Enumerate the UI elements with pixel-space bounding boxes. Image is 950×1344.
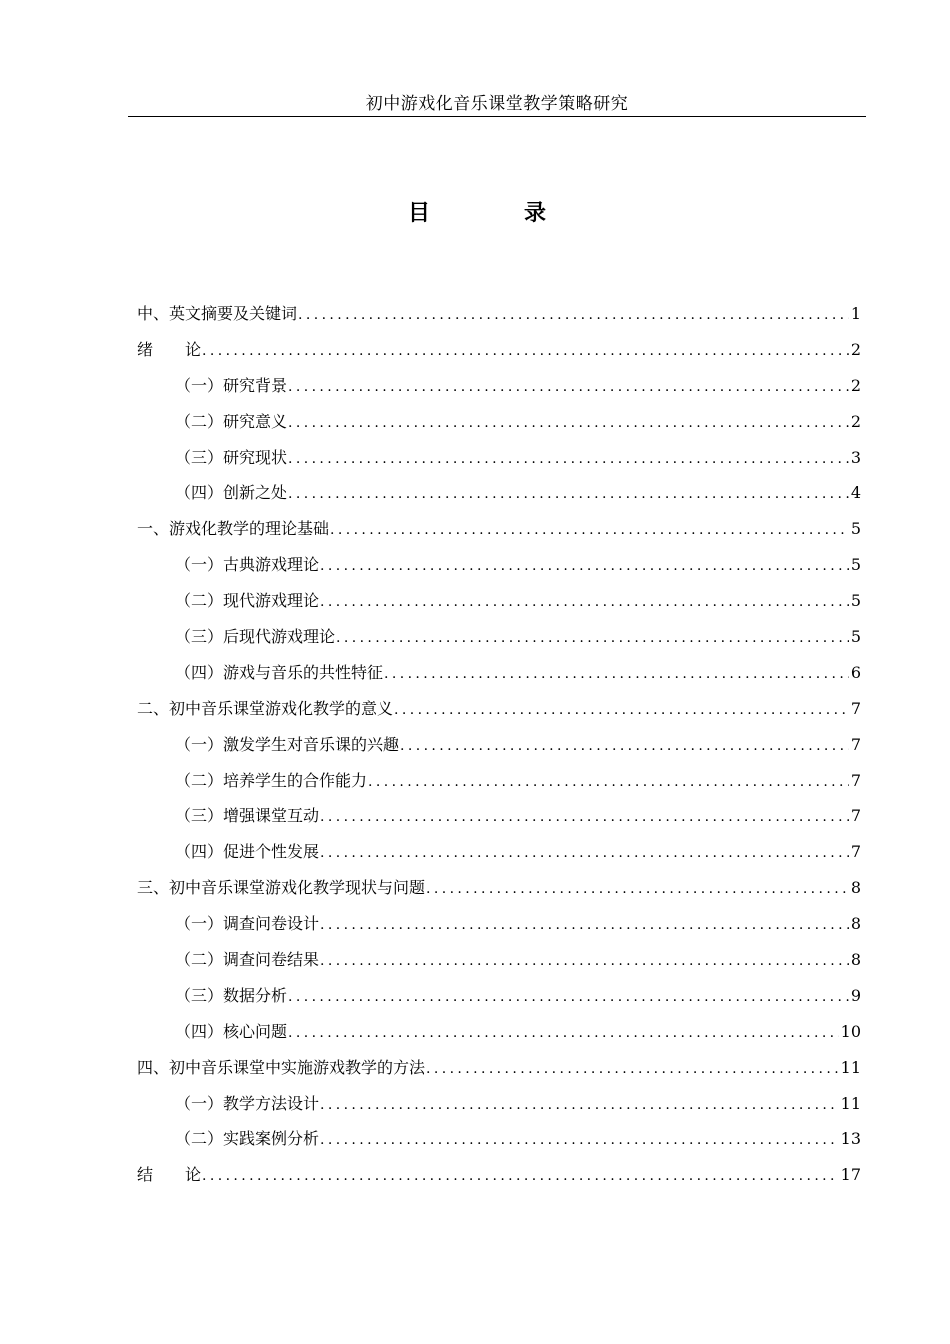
toc-page-number: 8 <box>850 950 861 970</box>
toc-entry-label: （一）研究背景 <box>175 375 288 395</box>
toc-entry[interactable] <box>137 834 861 870</box>
toc-entry-label: 绪 论 <box>137 339 202 359</box>
toc-dot-leader <box>319 800 849 836</box>
toc-entry[interactable] <box>137 906 861 942</box>
toc-page-number: 13 <box>840 1129 861 1149</box>
toc-entry-label: （三）增强课堂互动 <box>175 806 320 826</box>
toc-entry-label: （三）后现代游戏理论 <box>175 627 336 647</box>
toc-entry[interactable] <box>137 619 861 655</box>
toc-page-number: 5 <box>850 519 861 539</box>
toc-dot-leader <box>287 1016 839 1052</box>
toc-entry-label: （四）创新之处 <box>175 483 288 503</box>
toc-page-number: 8 <box>850 878 861 898</box>
toc-dot-leader <box>425 872 849 908</box>
toc-page-number: 7 <box>850 842 861 862</box>
toc-page-number: 7 <box>850 698 861 718</box>
toc-dot-leader <box>287 406 849 442</box>
toc-entry[interactable] <box>137 547 861 583</box>
toc-entry[interactable] <box>137 583 861 619</box>
toc-page-number: 5 <box>850 591 861 611</box>
toc-dot-leader <box>329 513 849 549</box>
toc-page-number: 9 <box>850 985 861 1005</box>
toc-dot-leader <box>383 657 849 693</box>
toc-entry-label: （三）数据分析 <box>175 985 288 1005</box>
toc-entry[interactable] <box>137 475 861 511</box>
toc-page-number: 3 <box>850 447 861 467</box>
toc-page-number: 2 <box>850 375 861 395</box>
toc-entry[interactable] <box>137 691 861 727</box>
toc-entry-label: 结 论 <box>137 1165 202 1185</box>
toc-dot-leader <box>287 980 849 1016</box>
toc-entry[interactable] <box>137 727 861 763</box>
toc-dot-leader <box>335 621 849 657</box>
toc-entry[interactable] <box>137 798 861 834</box>
toc-page-number: 7 <box>850 734 861 754</box>
toc-entry-label: （四）核心问题 <box>175 1021 288 1041</box>
toc-page-number: 11 <box>840 1093 861 1113</box>
toc-entry-label: （二）调查问卷结果 <box>175 950 320 970</box>
toc-entry[interactable] <box>137 332 861 368</box>
toc-page-number: 10 <box>840 1021 861 1041</box>
toc-entry-label: 一、游戏化教学的理论基础 <box>137 519 330 539</box>
toc-page-number: 4 <box>850 483 861 503</box>
toc-dot-leader <box>319 585 849 621</box>
toc-entry-label: （一）激发学生对音乐课的兴趣 <box>175 734 400 754</box>
toc-entry[interactable] <box>137 655 861 691</box>
running-header: 初中游戏化音乐课堂教学策略研究 <box>365 94 629 114</box>
toc-page-number: 2 <box>850 411 861 431</box>
toc-dot-leader <box>287 477 849 513</box>
toc-entry-label: （二）现代游戏理论 <box>175 591 320 611</box>
toc-dot-leader <box>319 549 849 585</box>
header-rule <box>128 116 866 117</box>
toc-page-number: 6 <box>850 662 861 682</box>
toc-entry-label: （二）实践案例分析 <box>175 1129 320 1149</box>
toc-entry-label: 中、英文摘要及关键词 <box>137 304 298 323</box>
toc-dot-leader <box>319 908 849 944</box>
toc-entry[interactable] <box>137 942 861 978</box>
toc-entry-label: 三、初中音乐课堂游戏化教学现状与问题 <box>137 878 426 898</box>
toc-page-number: 5 <box>850 627 861 647</box>
toc-page-number: 7 <box>850 770 861 790</box>
toc-entry-label: （一）调查问卷设计 <box>175 914 320 934</box>
toc-entry[interactable] <box>137 440 861 476</box>
toc-dot-leader <box>319 1123 839 1159</box>
toc-entry-label: （四）促进个性发展 <box>175 842 320 862</box>
toc-dot-leader <box>399 729 849 765</box>
toc-entry-label: （三）研究现状 <box>175 447 288 467</box>
toc-page-number: 1 <box>850 304 861 323</box>
toc-dot-leader <box>319 944 849 980</box>
table-of-contents <box>137 296 861 1193</box>
toc-dot-leader <box>425 1052 839 1088</box>
toc-page-number: 11 <box>840 1057 861 1077</box>
toc-dot-leader <box>297 298 849 334</box>
toc-dot-leader <box>367 765 849 801</box>
toc-dot-leader <box>393 693 849 729</box>
toc-page-number: 5 <box>850 555 861 575</box>
toc-entry-label: （四）游戏与音乐的共性特征 <box>175 662 384 682</box>
toc-entry[interactable] <box>137 1157 861 1193</box>
toc-entry-label: 四、初中音乐课堂中实施游戏教学的方法 <box>137 1057 426 1077</box>
toc-entry[interactable] <box>137 870 861 906</box>
toc-entry-label: （一）教学方法设计 <box>175 1093 320 1113</box>
toc-entry[interactable] <box>137 296 861 332</box>
toc-page-number: 17 <box>840 1165 861 1185</box>
toc-entry-label: （一）古典游戏理论 <box>175 555 320 575</box>
toc-title: 目 录 <box>407 200 582 226</box>
toc-entry-label: （二）培养学生的合作能力 <box>175 770 368 790</box>
toc-entry-label: 二、初中音乐课堂游戏化教学的意义 <box>137 698 394 718</box>
toc-dot-leader <box>319 836 849 872</box>
toc-page-number: 2 <box>850 339 861 359</box>
toc-entry[interactable] <box>137 978 861 1014</box>
toc-entry[interactable] <box>137 511 861 547</box>
toc-entry[interactable] <box>137 1014 861 1050</box>
toc-entry[interactable] <box>137 1050 861 1086</box>
toc-entry[interactable] <box>137 368 861 404</box>
toc-entry-label: （二）研究意义 <box>175 411 288 431</box>
toc-page-number: 8 <box>850 914 861 934</box>
toc-dot-leader <box>201 334 849 370</box>
toc-page-number: 7 <box>850 806 861 826</box>
toc-entry[interactable] <box>137 763 861 799</box>
toc-dot-leader <box>319 1088 839 1124</box>
toc-dot-leader <box>201 1159 839 1195</box>
toc-entry[interactable] <box>137 404 861 440</box>
toc-dot-leader <box>287 370 849 406</box>
toc-entry[interactable] <box>137 1121 861 1157</box>
toc-entry[interactable] <box>137 1086 861 1122</box>
toc-dot-leader <box>287 442 849 478</box>
